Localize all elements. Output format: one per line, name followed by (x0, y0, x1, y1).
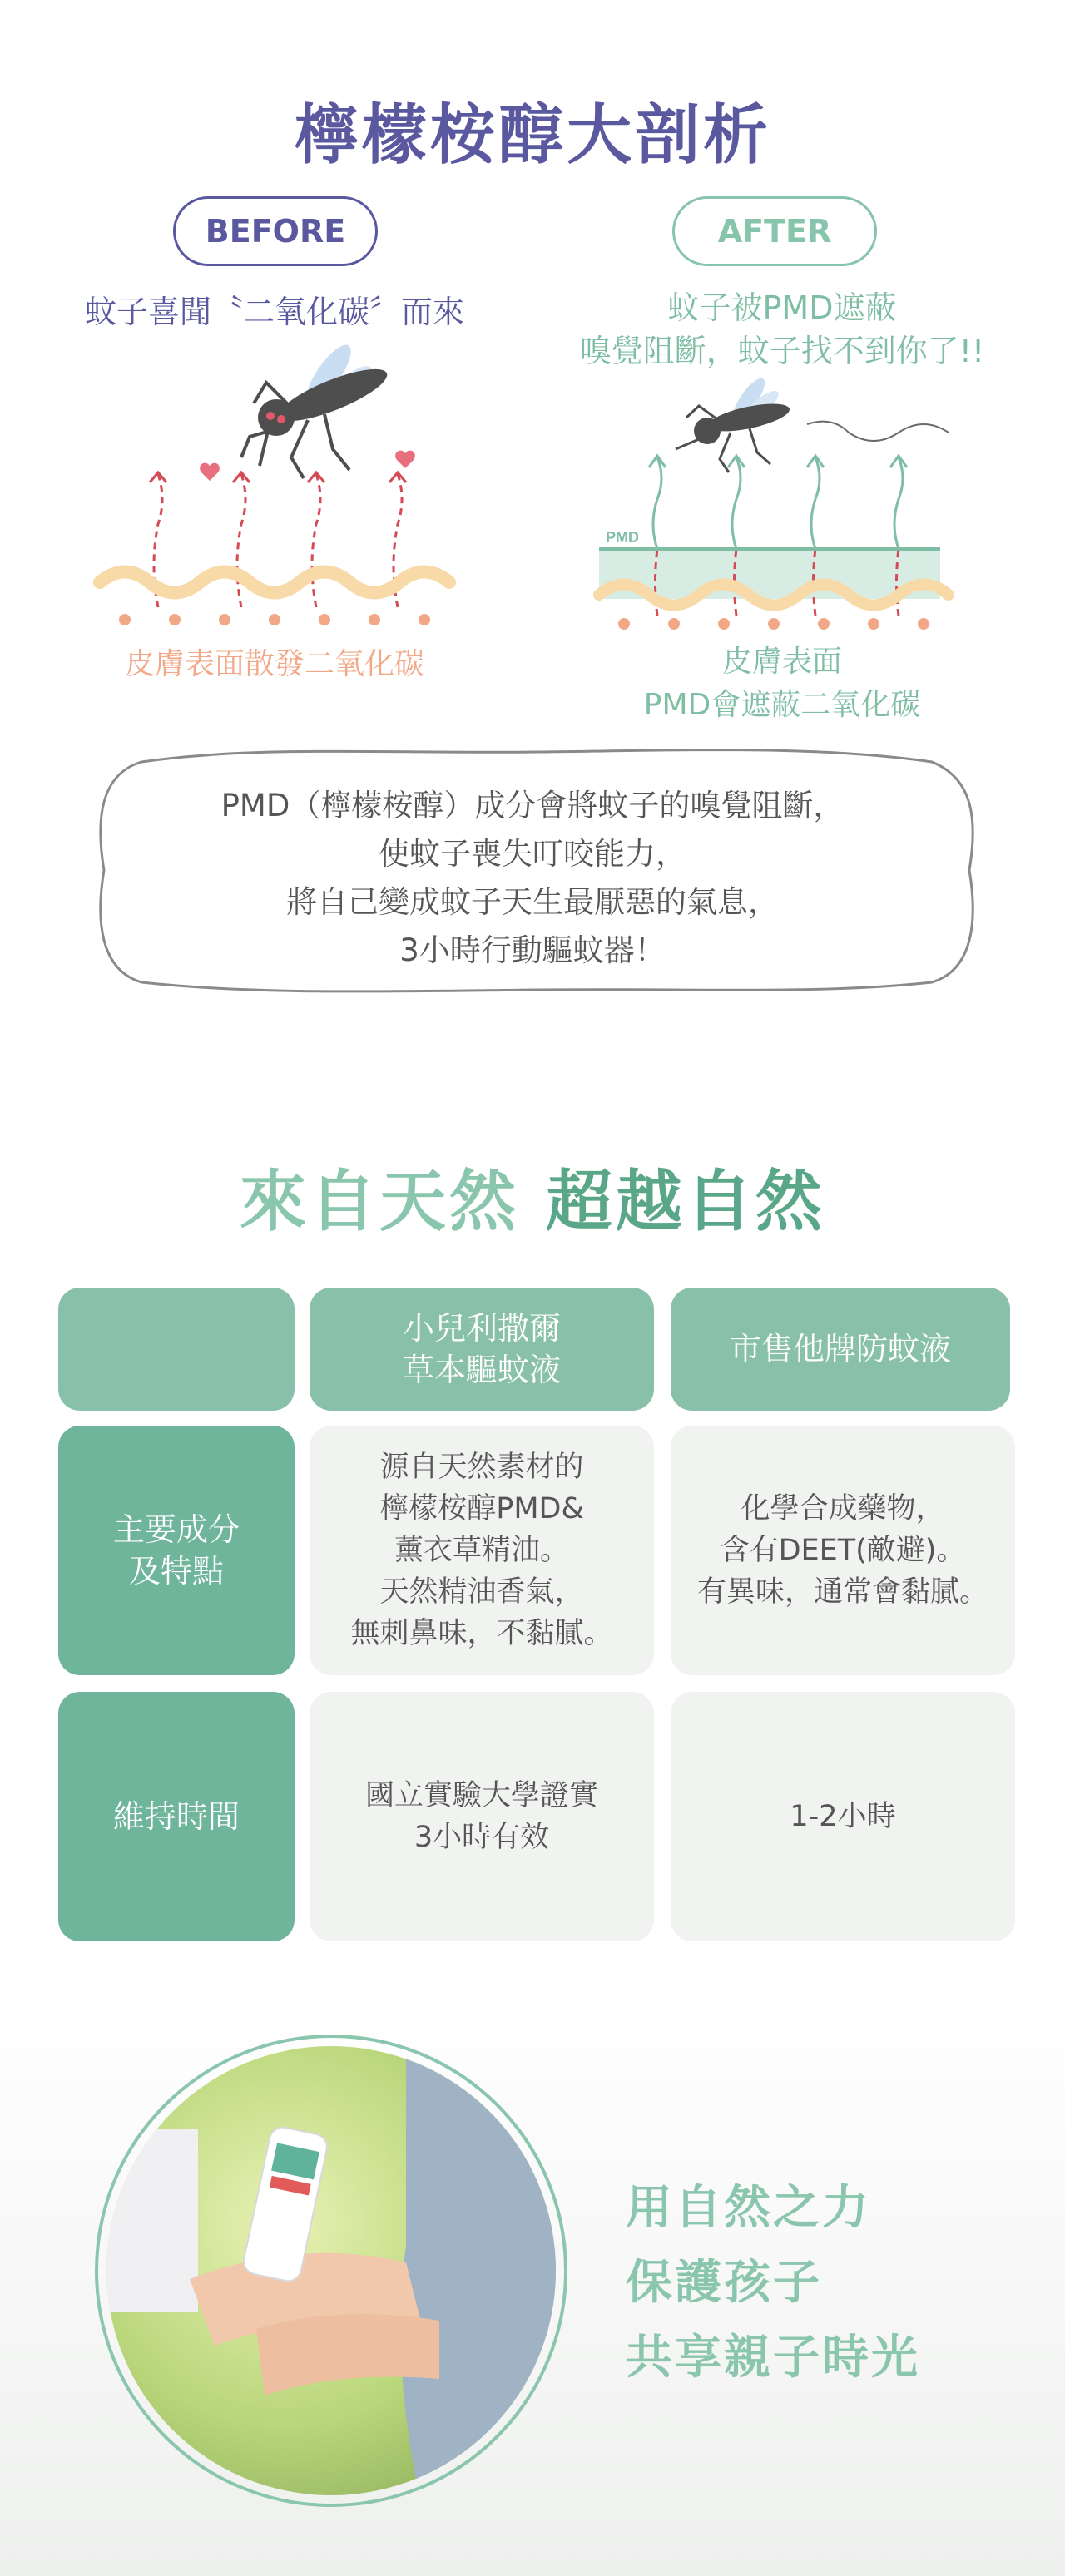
slogan-line: 保護孩子 (626, 2256, 822, 2310)
table-corner (58, 1288, 295, 1411)
skin-left-label: 皮膚表面散發二氧化碳 (124, 647, 424, 681)
skin-wave-icon (100, 572, 449, 593)
table-header-other: 市售他牌防蚊液 (671, 1288, 1010, 1411)
cloud-line: 3小時行動驅蚊器！ (399, 932, 666, 968)
cell-line: 檸檬桉醇PMD& (379, 1492, 584, 1525)
cell-line: 無刺鼻味，不黏膩。 (350, 1617, 613, 1650)
cell-product-duration (310, 1692, 654, 1941)
cell-line: 源自天然素材的 (379, 1451, 584, 1484)
cloud-text (133, 782, 932, 975)
cell-line: 天然精油香氣， (379, 1575, 584, 1609)
cloud-line: PMD（檸檬桉醇）成分會將蚊子的嗅覺阻斷， (220, 788, 845, 823)
header-line: 小兒利撒爾 (402, 1310, 561, 1347)
table-header-product (310, 1288, 654, 1411)
product-photo (90, 2030, 572, 2512)
header-line: 草本驅蚊液 (402, 1352, 561, 1388)
section-title-nature (0, 1148, 1065, 1244)
after-illustration (582, 366, 982, 640)
row-header-duration: 維持時間 (58, 1692, 295, 1941)
cell-line: 3小時有效 (414, 1821, 550, 1854)
title-part1: 來自天然 (240, 1163, 520, 1240)
cell-line: 國立實驗大學證實 (364, 1779, 598, 1812)
cloud-line: 使蚊子喪失叮咬能力， (379, 836, 686, 872)
cell-line: 化學合成藥物， (741, 1492, 945, 1525)
row-header-line: 主要成分 (112, 1511, 240, 1548)
slogan-line: 用自然之力 (626, 2181, 871, 2235)
skin-right-line2: PMD會遮蔽二氧化碳 (643, 688, 921, 722)
cell-other-duration: 1-2小時 (671, 1692, 1015, 1941)
section-title-analysis: 檸檬桉醇大剖析 (293, 98, 771, 173)
title-part2: 超越自然 (545, 1163, 825, 1240)
cell-line: 含有DEET(敵避)。 (720, 1534, 966, 1567)
before-illustration (83, 333, 466, 632)
pmd-tag: PMD (606, 529, 639, 546)
skin-right-label (582, 640, 982, 727)
cell-line: 薰衣草精油。 (394, 1534, 569, 1567)
before-badge: BEFORE (173, 196, 378, 266)
blocked-arrows-icon (649, 456, 907, 549)
cloud-line: 將自己變成蚊子天生最厭惡的氣息， (286, 884, 779, 920)
after-caption-line2: 嗅覺阻斷，蚊子找不到你了!! (579, 333, 985, 369)
after-caption (532, 286, 1032, 373)
cell-line: 有異味，通常會黏膩。 (696, 1575, 988, 1609)
before-caption: 蚊子喜聞〝二氧化碳〞而來 (84, 294, 464, 330)
row-header-ingredients (58, 1426, 295, 1675)
slogan-line: 共享親子時光 (626, 2331, 920, 2385)
cell-product-ingredients (310, 1426, 654, 1675)
after-badge: AFTER (672, 196, 877, 266)
after-caption-line1: 蚊子被PMD遮蔽 (667, 289, 897, 326)
row-header-line: 及特點 (128, 1553, 224, 1590)
mosquito-icon (241, 339, 393, 478)
heart-icon (200, 451, 415, 481)
cell-other-ingredients (671, 1426, 1015, 1675)
skin-right-line1: 皮膚表面 (721, 645, 842, 679)
